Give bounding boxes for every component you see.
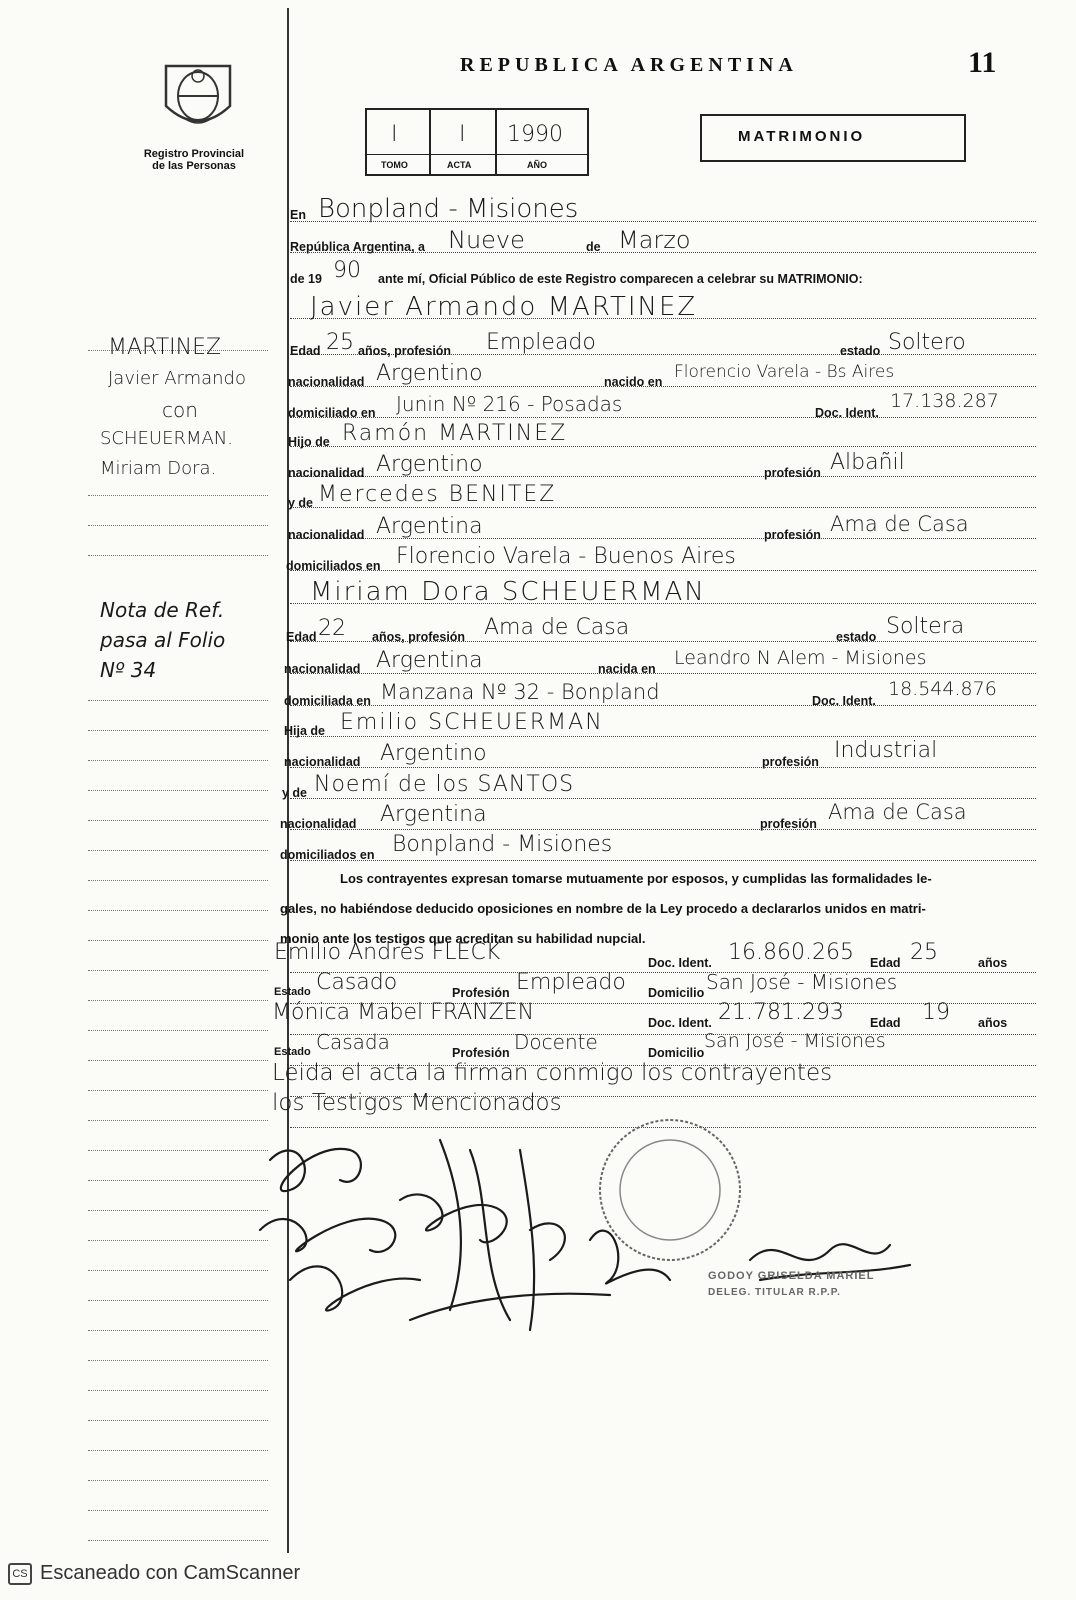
bride-age: 22 bbox=[318, 616, 346, 641]
label-groom-edad: Edad bbox=[290, 344, 321, 358]
groom-name: Javier Armando MARTINEZ bbox=[310, 292, 698, 322]
witness2-address: San José - Misiones bbox=[704, 1030, 886, 1052]
bride-father-profession: Industrial bbox=[834, 738, 938, 763]
witness2-doc: 21.781.293 bbox=[718, 1000, 844, 1025]
witness2-name: Mónica Mabel FRANZEN bbox=[272, 1000, 535, 1025]
witness1-name: Emilio Andrés FLECK bbox=[274, 940, 501, 965]
label-w1-doc: Doc. Ident. bbox=[648, 956, 712, 970]
statement-line2: gales, no habiéndose deducido oposiciones en nombre de la Ley procedo a declararlos unidos en matri- bbox=[280, 901, 926, 916]
label-w1-estado: Estado bbox=[274, 986, 311, 998]
groom-birthplace: Florencio Varela - Bs Aires bbox=[674, 362, 895, 382]
bride-birthplace: Leandro N Alem - Misiones bbox=[674, 647, 927, 669]
label-hijo-de: Hijo de bbox=[288, 435, 330, 449]
bride-status: Soltera bbox=[886, 614, 965, 639]
closing-line2: los Testigos Mencionados bbox=[272, 1090, 562, 1116]
label-en: En bbox=[290, 208, 306, 222]
label-w1-profesion: Profesión bbox=[452, 986, 510, 1000]
tomo-value: I bbox=[391, 122, 398, 147]
registry-line1: Registro Provincial bbox=[143, 148, 245, 160]
groom-mother-nationality: Argentina bbox=[376, 514, 483, 539]
label-groom-parents-dom: domiciliados en bbox=[286, 559, 381, 573]
groom-profession: Empleado bbox=[486, 330, 596, 355]
document-type-box bbox=[700, 114, 966, 162]
witness2-age: 19 bbox=[922, 1000, 950, 1025]
groom-mother: Mercedes BENITEZ bbox=[318, 482, 557, 507]
label-w1-domicilio: Domicilio bbox=[648, 986, 705, 1000]
camscanner-icon: CS bbox=[8, 1563, 32, 1585]
label-de-month: de bbox=[586, 240, 601, 254]
bride-mother-profession: Ama de Casa bbox=[828, 800, 967, 824]
label-de19: de 19 bbox=[290, 272, 322, 286]
groom-father-profession: Albañil bbox=[830, 450, 905, 475]
label-w2-edad: Edad bbox=[870, 1016, 901, 1030]
bride-father: Emilio SCHEUERMAN bbox=[340, 710, 604, 735]
acta-label: ACTA bbox=[447, 160, 472, 170]
bride-address: Manzana Nº 32 - Bonpland bbox=[380, 680, 660, 704]
groom-status: Soltero bbox=[888, 330, 966, 355]
label-bride-edad: Edad bbox=[286, 630, 317, 644]
label-w2-profesion: Profesión bbox=[452, 1046, 510, 1060]
statement-line3: monio ante los testigos que acreditan su habilidad nupcial. bbox=[280, 931, 646, 946]
scanner-footer bbox=[8, 1562, 300, 1585]
statement-line1: Los contrayentes expresan tomarse mutuamente por esposos, y cumplidas las formalidades le- bbox=[340, 871, 932, 886]
day-value: Nueve bbox=[448, 226, 525, 254]
footer-text: Escaneado con CamScanner bbox=[40, 1562, 301, 1584]
label-bmother-prof: profesión bbox=[760, 817, 817, 831]
margin-note-1: Nota de Ref. bbox=[100, 598, 225, 622]
document-type: MATRIMONIO bbox=[738, 128, 866, 145]
groom-address: Junin Nº 216 - Posadas bbox=[396, 392, 623, 416]
label-gmother-prof: profesión bbox=[764, 528, 821, 542]
year-value: 90 bbox=[333, 258, 361, 283]
label-bfather-prof: profesión bbox=[762, 755, 819, 769]
bride-profession: Ama de Casa bbox=[484, 615, 630, 640]
bride-mother: Noemí de los SANTOS bbox=[314, 772, 575, 797]
label-groom-domicilio: domiciliado en bbox=[288, 406, 376, 420]
place-value: Bonpland - Misiones bbox=[318, 194, 579, 224]
label-gfather-nac: nacionalidad bbox=[288, 466, 365, 480]
label-bride-estado: estado bbox=[836, 630, 877, 644]
label-w2-doc: Doc. Ident. bbox=[648, 1016, 712, 1030]
label-w1-edad: Edad bbox=[870, 956, 901, 970]
label-groom-doc: Doc. Ident. bbox=[815, 406, 879, 420]
groom-nationality: Argentino bbox=[376, 361, 483, 386]
margin-name-groom: Javier Armando bbox=[108, 368, 246, 389]
bride-name: Miriam Dora SCHEUERMAN bbox=[310, 577, 706, 607]
label-bride-nacida: nacida en bbox=[598, 662, 656, 676]
witness1-address: San José - Misiones bbox=[706, 970, 898, 994]
groom-mother-profession: Ama de Casa bbox=[830, 512, 969, 536]
page-title: REPUBLICA ARGENTINA bbox=[460, 54, 798, 76]
margin-surname-groom: MARTINEZ bbox=[108, 335, 222, 360]
witness1-status: Casado bbox=[316, 970, 398, 995]
registry-name bbox=[128, 148, 260, 172]
tomo-label: TOMO bbox=[381, 160, 408, 170]
label-w2-domicilio: Domicilio bbox=[648, 1046, 705, 1060]
label-groom-nacido: nacido en bbox=[604, 375, 663, 389]
stamp-line2: DELEG. TITULAR R.P.P. bbox=[708, 1287, 841, 1298]
label-groom-nacionalidad: nacionalidad bbox=[288, 375, 365, 389]
groom-parents-address: Florencio Varela - Buenos Aires bbox=[396, 544, 736, 569]
closing-line1: Leida el acta la firman conmigo los contrayentes bbox=[272, 1060, 833, 1086]
coat-of-arms-icon bbox=[158, 58, 238, 138]
bride-parents-address: Bonpland - Misiones bbox=[392, 832, 613, 857]
month-value: Marzo bbox=[618, 226, 691, 254]
label-bride-anos-profesion: años, profesión bbox=[372, 630, 466, 644]
witness1-age: 25 bbox=[910, 940, 938, 965]
label-w2-anos: años bbox=[978, 1016, 1008, 1030]
anio-value: 1990 bbox=[507, 122, 563, 147]
margin-note-3: Nº 34 bbox=[100, 658, 157, 682]
anio-label: AÑO bbox=[527, 160, 547, 170]
label-hija-de: Hija de bbox=[284, 724, 325, 738]
bride-mother-nationality: Argentina bbox=[380, 802, 487, 827]
label-w2-estado: Estado bbox=[274, 1046, 311, 1058]
label-groom-anos-profesion: años, profesión bbox=[358, 344, 452, 358]
groom-father: Ramón MARTINEZ bbox=[342, 421, 568, 446]
witness2-profession: Docente bbox=[514, 1030, 598, 1054]
label-ante: ante mí, Oficial Público de este Registro comparecen a celebrar su MATRIMONIO: bbox=[378, 272, 863, 286]
label-bmother-nac: nacionalidad bbox=[280, 817, 357, 831]
groom-doc: 17.138.287 bbox=[890, 390, 999, 412]
registry-number-box bbox=[365, 108, 589, 176]
label-gfather-prof: profesión bbox=[764, 466, 821, 480]
label-bride-doc: Doc. Ident. bbox=[812, 694, 876, 708]
margin-surname-bride: SCHEUERMAN. bbox=[100, 428, 233, 449]
label-groom-estado: estado bbox=[840, 344, 881, 358]
margin-note-2: pasa al Folio bbox=[100, 628, 226, 652]
bride-father-nationality: Argentino bbox=[380, 741, 487, 766]
page-number: 11 bbox=[968, 46, 997, 79]
groom-father-nationality: Argentino bbox=[376, 452, 483, 477]
label-bride-domicilio: domiciliada en bbox=[284, 694, 371, 708]
label-gmother-nac: nacionalidad bbox=[288, 528, 365, 542]
label-bride-nacionalidad: nacionalidad bbox=[284, 662, 361, 676]
margin-con: con bbox=[162, 398, 198, 422]
label-groom-y-de: y de bbox=[288, 496, 314, 510]
registry-line2: de las Personas bbox=[152, 160, 236, 172]
bride-nationality: Argentina bbox=[376, 648, 483, 673]
bride-doc: 18.544.876 bbox=[888, 678, 997, 700]
label-w1-anos: años bbox=[978, 956, 1008, 970]
acta-value: I bbox=[459, 122, 466, 147]
label-bride-y-de: y de bbox=[282, 786, 308, 800]
label-bride-parents-dom: domiciliados en bbox=[280, 848, 375, 862]
label-bfather-nac: nacionalidad bbox=[284, 755, 361, 769]
witness1-doc: 16.860.265 bbox=[728, 940, 854, 965]
label-republica: República Argentina, a bbox=[290, 240, 425, 254]
stamp-line1: GODOY GRISELDA MARIEL bbox=[708, 1270, 875, 1282]
witness1-profession: Empleado bbox=[516, 970, 626, 995]
margin-name-bride: Miriam Dora. bbox=[100, 458, 217, 479]
witness2-status: Casada bbox=[316, 1030, 390, 1054]
groom-age: 25 bbox=[326, 330, 354, 355]
